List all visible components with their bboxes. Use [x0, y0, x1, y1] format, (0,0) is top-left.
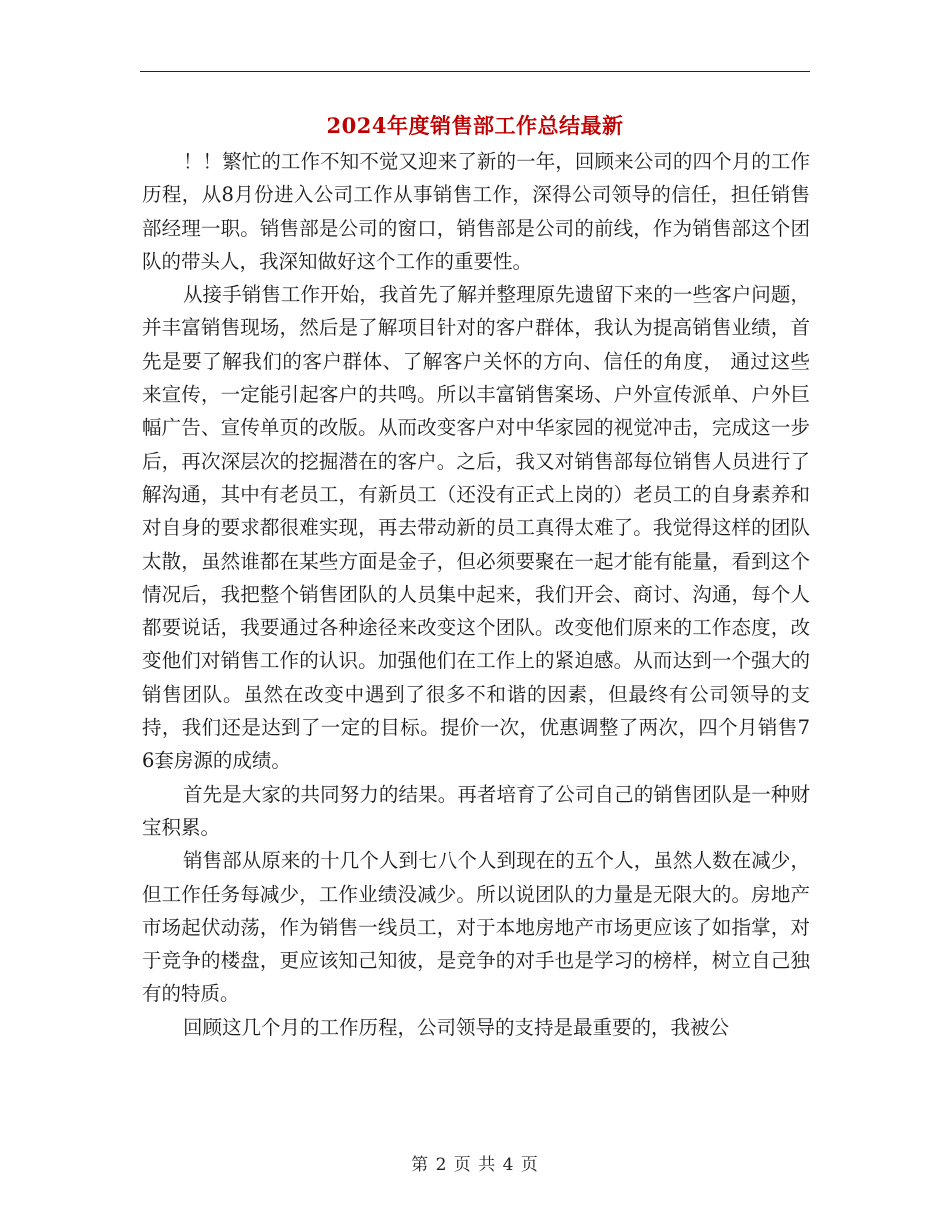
page-number: 第 2 页 共 4 页 — [411, 1155, 539, 1175]
document-body — [142, 145, 810, 1044]
document-title: 2024年度销售部工作总结最新 — [326, 113, 624, 138]
body-paragraph: 回顾这几个月的工作历程，公司领导的支持是最重要的，我被公 — [182, 1015, 729, 1039]
body-paragraph: 首先是大家的共同努力的结果。再者培育了公司自己的销售团队是一种财宝积累。 — [142, 782, 810, 839]
body-paragraph: 从接手销售工作开始，我首先了解并整理原先遗留下来的一些客户问题，并丰富销售现场，然后是了解项目针对的客户群体，我认为提高销售业绩，首先是要了解我们的客户群体、了解客户关怀的方向、信任的角度， 通过这些来宣传，一定能引起客户的共鸣。所以丰富销售案场、户外宣传派单、户外巨幅广告、宣传单页的改版。从而改变客户对中华家园的视觉冲击，完成这一步后，再次深层次的挖掘潜在的客户。之后，我又对销售部每位销售人员进行了解沟通，其中有老员工，有新员工（还没有正式上岗的）老员工的自身素养和对自身的要求都很难实现，再去带动新的员工真得太难了。我觉得这样的团队太散，虽然谁都在某些方面是金子，但必须要聚在一起才能有能量，看到这个情况后，我把整个销售团队的人员集中起来，我们开会、商讨、沟通，每个人都要说话，我要通过各种途径来改变这个团队。改变他们原来的工作态度，改变他们对销售工作的认识。加强他们在工作上的紧迫感。从而达到一个强大的销售团队。虽然在改变中遇到了很多不和谐的因素，但最终有公司领导的支持，我们还是达到了一定的目标。提价一次，优惠调整了两次，四个月销售76套房源的成绩。 — [142, 283, 810, 773]
body-paragraph: 销售部从原来的十几个人到七八个人到现在的五个人，虽然人数在减少，但工作任务每减少，工作业绩没减少。所以说团队的力量是无限大的。房地产市场起伏动荡，作为销售一线员工，对于本地房地产市场更应该了如指掌，对于竞争的楼盘，更应该知己知彼，是竞争的对手也是学习的榜样，树立自己独有的特质。 — [142, 849, 810, 1006]
header-rule — [140, 71, 810, 72]
body-paragraph: ！！繁忙的工作不知不觉又迎来了新的一年，回顾来公司的四个月的工作历程，从8月份进入公司工作从事销售工作，深得公司领导的信任，担任销售部经理一职。销售部是公司的窗口，销售部是公司的前线，作为销售部这个团队的带头人，我深知做好这个工作的重要性。 — [142, 150, 810, 273]
